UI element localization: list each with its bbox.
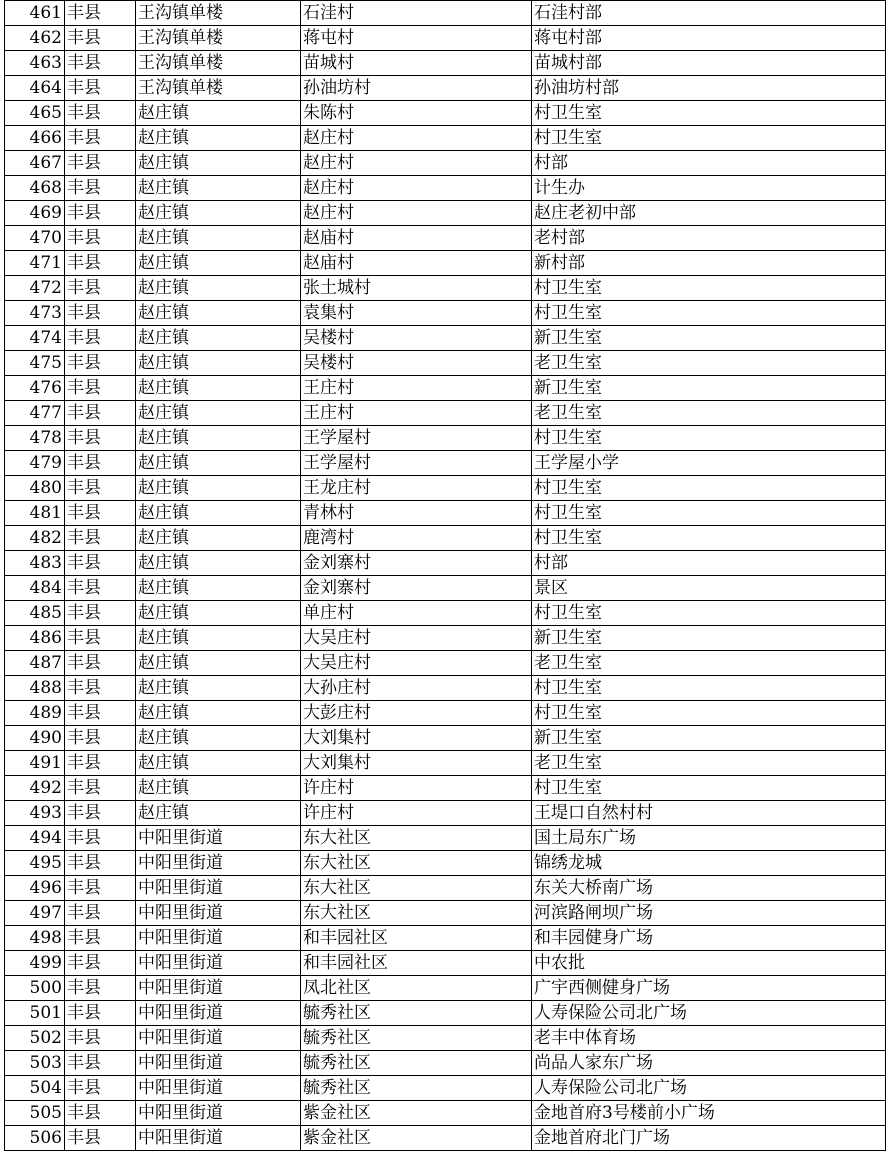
site-cell[interactable]: 老卫生室 <box>532 751 886 776</box>
town-cell[interactable]: 赵庄镇 <box>136 126 301 151</box>
village-cell[interactable]: 苗城村 <box>301 51 532 76</box>
row-number-cell[interactable]: 471 <box>5 251 65 276</box>
site-cell[interactable]: 老村部 <box>532 226 886 251</box>
county-cell[interactable]: 丰县 <box>65 1026 136 1051</box>
town-cell[interactable]: 赵庄镇 <box>136 426 301 451</box>
site-cell[interactable]: 新卫生室 <box>532 626 886 651</box>
site-cell[interactable]: 村卫生室 <box>532 276 886 301</box>
table-row <box>5 926 886 951</box>
table-row <box>5 1101 886 1126</box>
row-number-cell[interactable]: 475 <box>5 351 65 376</box>
row-number-cell[interactable]: 470 <box>5 226 65 251</box>
village-cell[interactable]: 和丰园社区 <box>301 926 532 951</box>
row-number-cell[interactable]: 490 <box>5 726 65 751</box>
town-cell[interactable]: 王沟镇单楼 <box>136 26 301 51</box>
table-row <box>5 126 886 151</box>
table-row <box>5 176 886 201</box>
spreadsheet-table <box>4 0 886 1151</box>
table-row <box>5 1001 886 1026</box>
county-cell[interactable]: 丰县 <box>65 451 136 476</box>
town-cell[interactable]: 赵庄镇 <box>136 376 301 401</box>
table-row <box>5 901 886 926</box>
table-row <box>5 626 886 651</box>
village-cell[interactable]: 王学屋村 <box>301 451 532 476</box>
town-cell[interactable]: 赵庄镇 <box>136 801 301 826</box>
village-cell[interactable]: 紫金社区 <box>301 1126 532 1151</box>
county-cell[interactable]: 丰县 <box>65 76 136 101</box>
site-cell[interactable]: 村卫生室 <box>532 476 886 501</box>
row-number-cell[interactable]: 465 <box>5 101 65 126</box>
town-cell[interactable]: 王沟镇单楼 <box>136 1 301 26</box>
row-number-cell[interactable]: 504 <box>5 1076 65 1101</box>
table-row <box>5 676 886 701</box>
site-cell[interactable]: 村部 <box>532 151 886 176</box>
site-cell[interactable]: 东关大桥南广场 <box>532 876 886 901</box>
county-cell[interactable]: 丰县 <box>65 601 136 626</box>
site-cell[interactable]: 尚品人家东广场 <box>532 1051 886 1076</box>
row-number-cell[interactable]: 486 <box>5 626 65 651</box>
row-number-cell[interactable]: 468 <box>5 176 65 201</box>
table-row <box>5 76 886 101</box>
town-cell[interactable]: 赵庄镇 <box>136 601 301 626</box>
table-row <box>5 351 886 376</box>
village-cell[interactable]: 东大社区 <box>301 851 532 876</box>
village-cell[interactable]: 吴楼村 <box>301 326 532 351</box>
row-number-cell[interactable]: 494 <box>5 826 65 851</box>
village-cell[interactable]: 王学屋村 <box>301 426 532 451</box>
row-number-cell[interactable]: 495 <box>5 851 65 876</box>
site-cell[interactable]: 蒋屯村部 <box>532 26 886 51</box>
village-cell[interactable]: 毓秀社区 <box>301 1026 532 1051</box>
town-cell[interactable]: 中阳里街道 <box>136 976 301 1001</box>
row-number-cell[interactable]: 484 <box>5 576 65 601</box>
town-cell[interactable]: 赵庄镇 <box>136 576 301 601</box>
site-cell[interactable]: 村卫生室 <box>532 776 886 801</box>
table-row <box>5 601 886 626</box>
site-cell[interactable]: 村卫生室 <box>532 526 886 551</box>
county-cell[interactable]: 丰县 <box>65 851 136 876</box>
table-row <box>5 851 886 876</box>
table-row <box>5 401 886 426</box>
site-cell[interactable]: 广宇西侧健身广场 <box>532 976 886 1001</box>
county-cell[interactable]: 丰县 <box>65 526 136 551</box>
county-cell[interactable]: 丰县 <box>65 426 136 451</box>
county-cell[interactable]: 丰县 <box>65 876 136 901</box>
town-cell[interactable]: 中阳里街道 <box>136 1051 301 1076</box>
town-cell[interactable]: 赵庄镇 <box>136 276 301 301</box>
site-cell[interactable]: 村卫生室 <box>532 676 886 701</box>
row-number-cell[interactable]: 464 <box>5 76 65 101</box>
row-number-cell[interactable]: 476 <box>5 376 65 401</box>
site-cell[interactable]: 新村部 <box>532 251 886 276</box>
village-cell[interactable]: 毓秀社区 <box>301 1051 532 1076</box>
village-cell[interactable]: 单庄村 <box>301 601 532 626</box>
village-cell[interactable]: 鹿湾村 <box>301 526 532 551</box>
village-cell[interactable]: 赵庄村 <box>301 176 532 201</box>
table-row <box>5 101 886 126</box>
village-cell[interactable]: 赵庄村 <box>301 126 532 151</box>
row-number-cell[interactable]: 505 <box>5 1101 65 1126</box>
village-cell[interactable]: 王龙庄村 <box>301 476 532 501</box>
village-cell[interactable]: 赵庄村 <box>301 201 532 226</box>
village-cell[interactable]: 赵庙村 <box>301 251 532 276</box>
town-cell[interactable]: 赵庄镇 <box>136 676 301 701</box>
site-cell[interactable]: 村卫生室 <box>532 426 886 451</box>
row-number-cell[interactable]: 469 <box>5 201 65 226</box>
site-cell[interactable]: 景区 <box>532 576 886 601</box>
village-cell[interactable]: 石洼村 <box>301 1 532 26</box>
row-number-cell[interactable]: 480 <box>5 476 65 501</box>
county-cell[interactable]: 丰县 <box>65 51 136 76</box>
site-cell[interactable]: 村卫生室 <box>532 701 886 726</box>
table-row <box>5 1076 886 1101</box>
county-cell[interactable]: 丰县 <box>65 276 136 301</box>
village-cell[interactable]: 赵庄村 <box>301 151 532 176</box>
table-row <box>5 551 886 576</box>
row-number-cell[interactable]: 499 <box>5 951 65 976</box>
county-cell[interactable]: 丰县 <box>65 1001 136 1026</box>
county-cell[interactable]: 丰县 <box>65 976 136 1001</box>
row-number-cell[interactable]: 479 <box>5 451 65 476</box>
row-number-cell[interactable]: 492 <box>5 776 65 801</box>
village-cell[interactable]: 青林村 <box>301 501 532 526</box>
county-cell[interactable]: 丰县 <box>65 326 136 351</box>
site-cell[interactable]: 新卫生室 <box>532 376 886 401</box>
site-cell[interactable]: 村卫生室 <box>532 501 886 526</box>
table-row <box>5 801 886 826</box>
row-number-cell[interactable]: 493 <box>5 801 65 826</box>
town-cell[interactable]: 赵庄镇 <box>136 501 301 526</box>
town-cell[interactable]: 中阳里街道 <box>136 1026 301 1051</box>
town-cell[interactable]: 赵庄镇 <box>136 726 301 751</box>
row-number-cell[interactable]: 478 <box>5 426 65 451</box>
site-cell[interactable]: 老卫生室 <box>532 351 886 376</box>
village-cell[interactable]: 金刘寨村 <box>301 551 532 576</box>
county-cell[interactable]: 丰县 <box>65 801 136 826</box>
village-cell[interactable]: 大刘集村 <box>301 726 532 751</box>
town-cell[interactable]: 赵庄镇 <box>136 776 301 801</box>
town-cell[interactable]: 赵庄镇 <box>136 351 301 376</box>
town-cell[interactable]: 赵庄镇 <box>136 701 301 726</box>
county-cell[interactable]: 丰县 <box>65 826 136 851</box>
site-cell[interactable]: 金地首府3号楼前小广场 <box>532 1101 886 1126</box>
county-cell[interactable]: 丰县 <box>65 151 136 176</box>
table-row <box>5 1051 886 1076</box>
town-cell[interactable]: 王沟镇单楼 <box>136 76 301 101</box>
county-cell[interactable]: 丰县 <box>65 351 136 376</box>
town-cell[interactable]: 中阳里街道 <box>136 1001 301 1026</box>
village-cell[interactable]: 许庄村 <box>301 801 532 826</box>
county-cell[interactable]: 丰县 <box>65 101 136 126</box>
village-cell[interactable]: 东大社区 <box>301 826 532 851</box>
table-row <box>5 951 886 976</box>
county-cell[interactable]: 丰县 <box>65 376 136 401</box>
county-cell[interactable]: 丰县 <box>65 726 136 751</box>
site-cell[interactable]: 村卫生室 <box>532 101 886 126</box>
table-row <box>5 651 886 676</box>
row-number-cell[interactable]: 472 <box>5 276 65 301</box>
site-cell[interactable]: 新卫生室 <box>532 726 886 751</box>
site-cell[interactable]: 村卫生室 <box>532 601 886 626</box>
row-number-cell[interactable]: 497 <box>5 901 65 926</box>
town-cell[interactable]: 中阳里街道 <box>136 1076 301 1101</box>
village-cell[interactable]: 赵庙村 <box>301 226 532 251</box>
site-cell[interactable]: 人寿保险公司北广场 <box>532 1076 886 1101</box>
site-cell[interactable]: 老丰中体育场 <box>532 1026 886 1051</box>
row-number-cell[interactable]: 488 <box>5 676 65 701</box>
town-cell[interactable]: 赵庄镇 <box>136 551 301 576</box>
table-body <box>5 1 886 1151</box>
county-cell[interactable]: 丰县 <box>65 301 136 326</box>
county-cell[interactable]: 丰县 <box>65 176 136 201</box>
site-cell[interactable]: 河滨路闸坝广场 <box>532 901 886 926</box>
county-cell[interactable]: 丰县 <box>65 776 136 801</box>
site-cell[interactable]: 人寿保险公司北广场 <box>532 1001 886 1026</box>
village-cell[interactable]: 王庄村 <box>301 401 532 426</box>
site-cell[interactable]: 村部 <box>532 551 886 576</box>
village-cell[interactable]: 许庄村 <box>301 776 532 801</box>
village-cell[interactable]: 朱陈村 <box>301 101 532 126</box>
table-row <box>5 26 886 51</box>
row-number-cell[interactable]: 501 <box>5 1001 65 1026</box>
site-cell[interactable]: 和丰园健身广场 <box>532 926 886 951</box>
village-cell[interactable]: 袁集村 <box>301 301 532 326</box>
village-cell[interactable]: 东大社区 <box>301 901 532 926</box>
county-cell[interactable]: 丰县 <box>65 1076 136 1101</box>
table-row <box>5 51 886 76</box>
town-cell[interactable]: 赵庄镇 <box>136 151 301 176</box>
table-row <box>5 701 886 726</box>
village-cell[interactable]: 张土城村 <box>301 276 532 301</box>
village-cell[interactable]: 大彭庄村 <box>301 701 532 726</box>
row-number-cell[interactable]: 482 <box>5 526 65 551</box>
table-row <box>5 251 886 276</box>
site-cell[interactable]: 村卫生室 <box>532 301 886 326</box>
county-cell[interactable]: 丰县 <box>65 1 136 26</box>
table-row <box>5 526 886 551</box>
row-number-cell[interactable]: 503 <box>5 1051 65 1076</box>
site-cell[interactable]: 中农批 <box>532 951 886 976</box>
row-number-cell[interactable]: 474 <box>5 326 65 351</box>
village-cell[interactable]: 王庄村 <box>301 376 532 401</box>
county-cell[interactable]: 丰县 <box>65 501 136 526</box>
village-cell[interactable]: 金刘寨村 <box>301 576 532 601</box>
table-row <box>5 1 886 26</box>
site-cell[interactable]: 村卫生室 <box>532 126 886 151</box>
table-row <box>5 776 886 801</box>
county-cell[interactable]: 丰县 <box>65 951 136 976</box>
site-cell[interactable]: 赵庄老初中部 <box>532 201 886 226</box>
town-cell[interactable]: 赵庄镇 <box>136 651 301 676</box>
county-cell[interactable]: 丰县 <box>65 751 136 776</box>
table-row <box>5 376 886 401</box>
table-row <box>5 326 886 351</box>
county-cell[interactable]: 丰县 <box>65 1051 136 1076</box>
county-cell[interactable]: 丰县 <box>65 676 136 701</box>
site-cell[interactable]: 锦绣龙城 <box>532 851 886 876</box>
town-cell[interactable]: 赵庄镇 <box>136 626 301 651</box>
site-cell[interactable]: 计生办 <box>532 176 886 201</box>
table-row <box>5 1126 886 1151</box>
table-row <box>5 576 886 601</box>
row-number-cell[interactable]: 487 <box>5 651 65 676</box>
site-cell[interactable]: 王学屋小学 <box>532 451 886 476</box>
county-cell[interactable]: 丰县 <box>65 126 136 151</box>
county-cell[interactable]: 丰县 <box>65 1101 136 1126</box>
row-number-cell[interactable]: 477 <box>5 401 65 426</box>
row-number-cell[interactable]: 502 <box>5 1026 65 1051</box>
village-cell[interactable]: 蒋屯村 <box>301 26 532 51</box>
county-cell[interactable]: 丰县 <box>65 576 136 601</box>
row-number-cell[interactable]: 485 <box>5 601 65 626</box>
town-cell[interactable]: 赵庄镇 <box>136 476 301 501</box>
table-row <box>5 451 886 476</box>
row-number-cell[interactable]: 466 <box>5 126 65 151</box>
town-cell[interactable]: 赵庄镇 <box>136 401 301 426</box>
table-row <box>5 476 886 501</box>
site-cell[interactable]: 孙油坊村部 <box>532 76 886 101</box>
table-row <box>5 876 886 901</box>
town-cell[interactable]: 中阳里街道 <box>136 926 301 951</box>
site-cell[interactable]: 金地首府北门广场 <box>532 1126 886 1151</box>
county-cell[interactable]: 丰县 <box>65 476 136 501</box>
county-cell[interactable]: 丰县 <box>65 226 136 251</box>
county-cell[interactable]: 丰县 <box>65 651 136 676</box>
county-cell[interactable]: 丰县 <box>65 201 136 226</box>
county-cell[interactable]: 丰县 <box>65 26 136 51</box>
site-cell[interactable]: 苗城村部 <box>532 51 886 76</box>
town-cell[interactable]: 中阳里街道 <box>136 851 301 876</box>
row-number-cell[interactable]: 481 <box>5 501 65 526</box>
table-row <box>5 276 886 301</box>
town-cell[interactable]: 赵庄镇 <box>136 101 301 126</box>
town-cell[interactable]: 中阳里街道 <box>136 1126 301 1151</box>
town-cell[interactable]: 王沟镇单楼 <box>136 51 301 76</box>
county-cell[interactable]: 丰县 <box>65 701 136 726</box>
town-cell[interactable]: 赵庄镇 <box>136 451 301 476</box>
row-number-cell[interactable]: 500 <box>5 976 65 1001</box>
town-cell[interactable]: 中阳里街道 <box>136 1101 301 1126</box>
site-cell[interactable]: 老卫生室 <box>532 651 886 676</box>
town-cell[interactable]: 中阳里街道 <box>136 826 301 851</box>
village-cell[interactable]: 和丰园社区 <box>301 951 532 976</box>
village-cell[interactable]: 东大社区 <box>301 876 532 901</box>
row-number-cell[interactable]: 462 <box>5 26 65 51</box>
table-row <box>5 751 886 776</box>
village-cell[interactable]: 大吴庄村 <box>301 626 532 651</box>
village-cell[interactable]: 大吴庄村 <box>301 651 532 676</box>
row-number-cell[interactable]: 463 <box>5 51 65 76</box>
site-cell[interactable]: 王堤口自然村村 <box>532 801 886 826</box>
town-cell[interactable]: 赵庄镇 <box>136 301 301 326</box>
village-cell[interactable]: 毓秀社区 <box>301 1076 532 1101</box>
town-cell[interactable]: 赵庄镇 <box>136 201 301 226</box>
table-row <box>5 226 886 251</box>
town-cell[interactable]: 中阳里街道 <box>136 876 301 901</box>
county-cell[interactable]: 丰县 <box>65 626 136 651</box>
county-cell[interactable]: 丰县 <box>65 551 136 576</box>
table-row <box>5 151 886 176</box>
row-number-cell[interactable]: 473 <box>5 301 65 326</box>
village-cell[interactable]: 凤北社区 <box>301 976 532 1001</box>
table-row <box>5 976 886 1001</box>
site-cell[interactable]: 石洼村部 <box>532 1 886 26</box>
row-number-cell[interactable]: 496 <box>5 876 65 901</box>
county-cell[interactable]: 丰县 <box>65 251 136 276</box>
table-row <box>5 201 886 226</box>
county-cell[interactable]: 丰县 <box>65 926 136 951</box>
county-cell[interactable]: 丰县 <box>65 901 136 926</box>
town-cell[interactable]: 赵庄镇 <box>136 176 301 201</box>
row-number-cell[interactable]: 483 <box>5 551 65 576</box>
row-number-cell[interactable]: 498 <box>5 926 65 951</box>
table-row <box>5 301 886 326</box>
table-row <box>5 826 886 851</box>
row-number-cell[interactable]: 461 <box>5 1 65 26</box>
town-cell[interactable]: 中阳里街道 <box>136 901 301 926</box>
site-cell[interactable]: 老卫生室 <box>532 401 886 426</box>
table-row <box>5 1026 886 1051</box>
town-cell[interactable]: 赵庄镇 <box>136 526 301 551</box>
row-number-cell[interactable]: 506 <box>5 1126 65 1151</box>
town-cell[interactable]: 中阳里街道 <box>136 951 301 976</box>
table-row <box>5 426 886 451</box>
row-number-cell[interactable]: 489 <box>5 701 65 726</box>
town-cell[interactable]: 赵庄镇 <box>136 751 301 776</box>
town-cell[interactable]: 赵庄镇 <box>136 326 301 351</box>
town-cell[interactable]: 赵庄镇 <box>136 251 301 276</box>
village-cell[interactable]: 孙油坊村 <box>301 76 532 101</box>
county-cell[interactable]: 丰县 <box>65 1126 136 1151</box>
town-cell[interactable]: 赵庄镇 <box>136 226 301 251</box>
site-cell[interactable]: 新卫生室 <box>532 326 886 351</box>
village-cell[interactable]: 毓秀社区 <box>301 1001 532 1026</box>
table-row <box>5 501 886 526</box>
row-number-cell[interactable]: 467 <box>5 151 65 176</box>
village-cell[interactable]: 紫金社区 <box>301 1101 532 1126</box>
village-cell[interactable]: 吴楼村 <box>301 351 532 376</box>
table-row <box>5 726 886 751</box>
row-number-cell[interactable]: 491 <box>5 751 65 776</box>
village-cell[interactable]: 大孙庄村 <box>301 676 532 701</box>
village-cell[interactable]: 大刘集村 <box>301 751 532 776</box>
site-cell[interactable]: 国土局东广场 <box>532 826 886 851</box>
county-cell[interactable]: 丰县 <box>65 401 136 426</box>
